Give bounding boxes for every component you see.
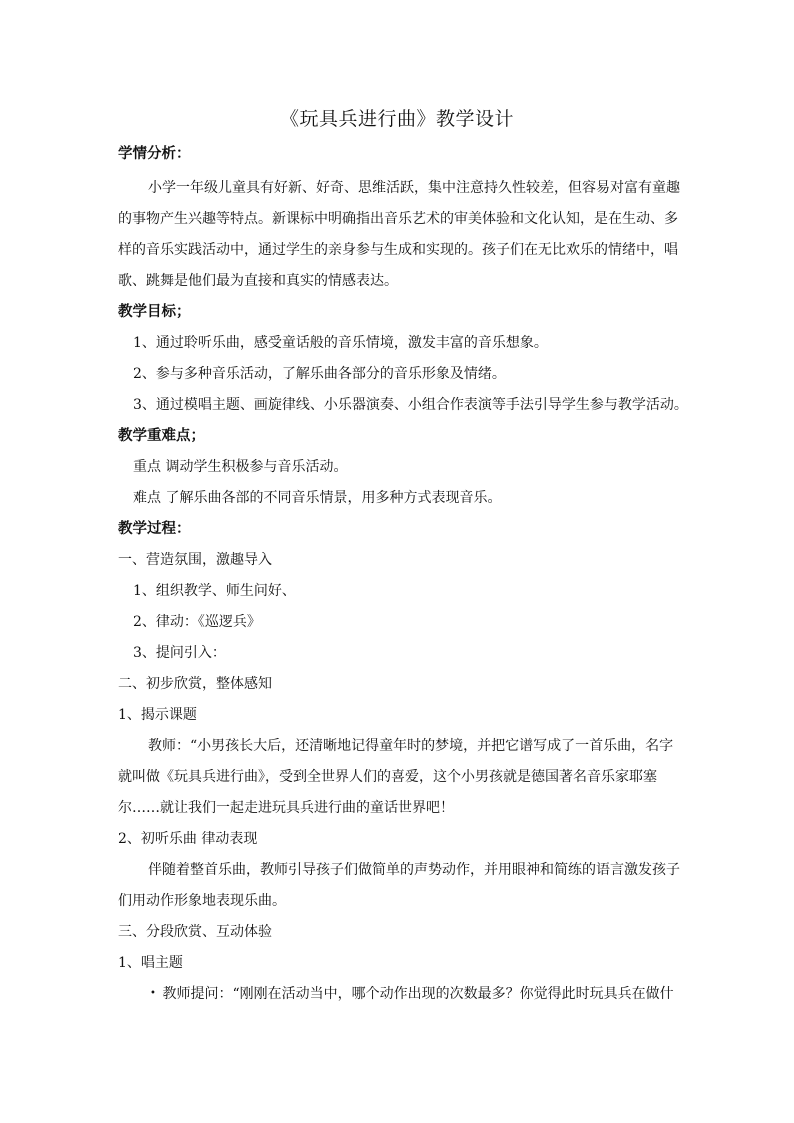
paragraph-line: 的事物产生兴趣等特点。新课标中明确指出音乐艺术的审美体验和文化认知，是在生动、多 (118, 211, 678, 227)
question-text: 教师提问：“刚刚在活动当中，哪个动作出现的次数最多？你觉得此时玩具兵在做什 (162, 986, 674, 1002)
paragraph-line: 尔……就让我们一起走进玩具兵进行曲的童话世界吧！ (118, 800, 454, 816)
paragraph-line: 伴随着整首乐曲，教师引导孩子们做简单的声势动作，并用眼神和简练的语言激发孩子 (148, 862, 680, 878)
list-item: 3、通过模唱主题、画旋律线、小乐器演奏、小组合作表演等手法引导学生参与教学活动。 (133, 397, 688, 413)
sub-heading: 2、初听乐曲 律动表现 (118, 831, 258, 847)
list-item: 1、组织教学、师生问好、 (133, 583, 296, 599)
paragraph-line: 歌、跳舞是他们最为直接和真实的情感表达。 (118, 273, 398, 289)
list-item: 3、提问引入： (133, 645, 226, 661)
document-title: 《玩具兵进行曲》教学设计 (279, 108, 514, 130)
paragraph-line: 样的音乐实践活动中，通过学生的亲身参与生成和实现的。孩子们在无比欢乐的情绪中，唱 (118, 242, 678, 258)
paragraph-line: 小学一年级儿童具有好新、好奇、思维活跃，集中注意持久性较差，但容易对富有童趣 (148, 180, 680, 196)
bullet-icon: • (150, 988, 156, 999)
part-title: 三、分段欣赏、互动体验 (118, 924, 272, 940)
bullet-line (148, 984, 674, 1004)
list-item: 难点 了解乐曲各部的不同音乐情景，用多种方式表现音乐。 (133, 490, 502, 506)
list-item: 重点 调动学生积极参与音乐活动。 (133, 459, 348, 475)
section-heading-key-points: 教学重难点； (118, 427, 205, 444)
sub-heading: 1、唱主题 (118, 955, 183, 971)
section-heading-learning-analysis: 学情分析： (118, 145, 191, 162)
list-item: 1、通过聆听乐曲，感受童话般的音乐情境，激发丰富的音乐想象。 (133, 335, 548, 351)
paragraph-line: 们用动作形象地表现乐曲。 (118, 893, 286, 909)
section-heading-process: 教学过程： (118, 520, 191, 537)
sub-heading: 1、揭示课题 (118, 707, 197, 723)
list-item: 2、参与多种音乐活动，了解乐曲各部分的音乐形象及情绪。 (133, 366, 506, 382)
part-title: 二、初步欣赏，整体感知 (118, 676, 272, 692)
paragraph-line: 教师：“小男孩长大后，还清晰地记得童年时的梦境，并把它谱写成了一首乐曲，名字 (148, 738, 674, 754)
paragraph-line: 就叫做《玩具兵进行曲》，受到全世界人们的喜爱，这个小男孩就是德国著名音乐家耶塞 (118, 769, 657, 785)
list-item: 2、律动：《巡逻兵》 (133, 614, 261, 630)
part-title: 一、营造氛围，激趣导入 (118, 552, 272, 568)
section-heading-objectives: 教学目标； (118, 303, 191, 320)
